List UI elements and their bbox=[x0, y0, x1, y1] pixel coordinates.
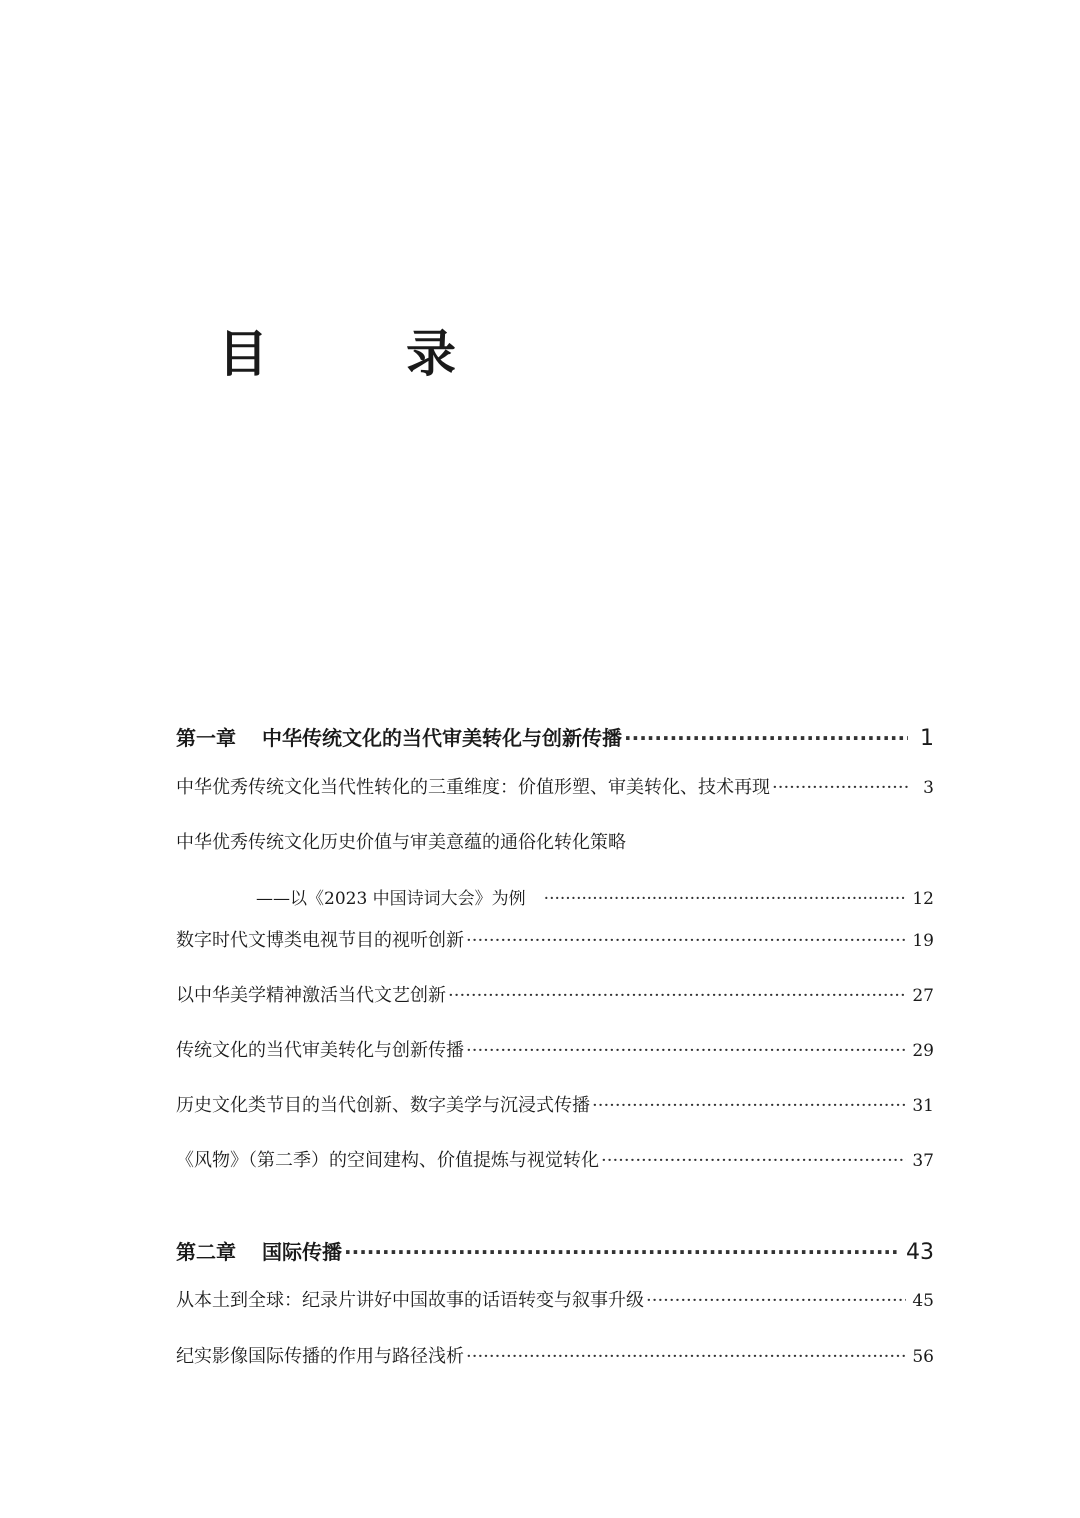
toc-entry-title: 从本土到全球：纪录片讲好中国故事的话语转变与叙事升级 bbox=[176, 1290, 644, 1311]
chapter-2-page: 43 bbox=[906, 1240, 934, 1265]
toc-entry-page: 56 bbox=[912, 1347, 934, 1367]
toc-entry-title: 《风物》（第二季）的空间建构、价值提炼与视觉转化 bbox=[176, 1150, 599, 1171]
chapter-2-number: 第二章 bbox=[176, 1240, 236, 1264]
dot-leader bbox=[592, 1095, 906, 1116]
dot-leader bbox=[344, 1240, 900, 1264]
toc-entry[interactable] bbox=[176, 1286, 934, 1312]
dot-leader bbox=[646, 1290, 906, 1311]
dot-leader bbox=[466, 1346, 906, 1367]
toc-entry-subtitle-row[interactable] bbox=[256, 884, 934, 909]
dot-leader bbox=[466, 930, 906, 951]
toc-entry-title: 中华优秀传统文化当代性转化的三重维度：价值形塑、审美转化、技术再现 bbox=[176, 777, 770, 798]
toc-entry[interactable] bbox=[176, 1342, 934, 1368]
toc-entry[interactable] bbox=[176, 926, 934, 952]
dot-leader bbox=[624, 726, 908, 750]
toc-entry-title[interactable]: 中华优秀传统文化历史价值与审美意蕴的通俗化转化策略 bbox=[176, 832, 626, 853]
dot-leader bbox=[772, 777, 908, 798]
toc-entry[interactable] bbox=[176, 1146, 934, 1172]
toc-entry-page: 45 bbox=[912, 1291, 934, 1311]
toc-entry-title: 数字时代文博类电视节目的视听创新 bbox=[176, 930, 464, 951]
toc-entry[interactable] bbox=[176, 1091, 934, 1117]
toc-entry-title: 以中华美学精神激活当代文艺创新 bbox=[176, 985, 446, 1006]
toc-entry[interactable] bbox=[176, 773, 934, 799]
dot-leader bbox=[601, 1150, 906, 1171]
dot-leader bbox=[448, 985, 906, 1006]
chapter-1-row[interactable] bbox=[176, 722, 934, 751]
toc-entry-page: 31 bbox=[912, 1096, 934, 1116]
toc-entry-subtitle: ——以《2023 中国诗词大会》为例 bbox=[256, 889, 526, 909]
chapter-1-title: 中华传统文化的当代审美转化与创新传播 bbox=[262, 726, 622, 750]
toc-entry-title: 纪实影像国际传播的作用与路径浅析 bbox=[176, 1346, 464, 1367]
toc-entry-title: 传统文化的当代审美转化与创新传播 bbox=[176, 1040, 464, 1061]
page-title: 目 录 bbox=[218, 324, 500, 383]
chapter-2-title: 国际传播 bbox=[262, 1240, 342, 1264]
toc-entry-page: 3 bbox=[923, 778, 934, 798]
dot-leader bbox=[544, 889, 907, 909]
chapter-1-number: 第一章 bbox=[176, 726, 236, 750]
toc-entry-page: 29 bbox=[912, 1041, 934, 1061]
chapter-2-row[interactable] bbox=[176, 1236, 934, 1265]
toc-entry[interactable] bbox=[176, 1036, 934, 1062]
toc-entry-title: 历史文化类节目的当代创新、数字美学与沉浸式传播 bbox=[176, 1095, 590, 1116]
toc-entry[interactable] bbox=[176, 981, 934, 1007]
toc-entry-page: 12 bbox=[912, 889, 934, 909]
toc-entry-page: 19 bbox=[912, 931, 934, 951]
toc-entry-page: 27 bbox=[912, 986, 934, 1006]
dot-leader bbox=[466, 1040, 906, 1061]
chapter-1-page: 1 bbox=[920, 726, 934, 751]
toc-entry-page: 37 bbox=[912, 1151, 934, 1171]
